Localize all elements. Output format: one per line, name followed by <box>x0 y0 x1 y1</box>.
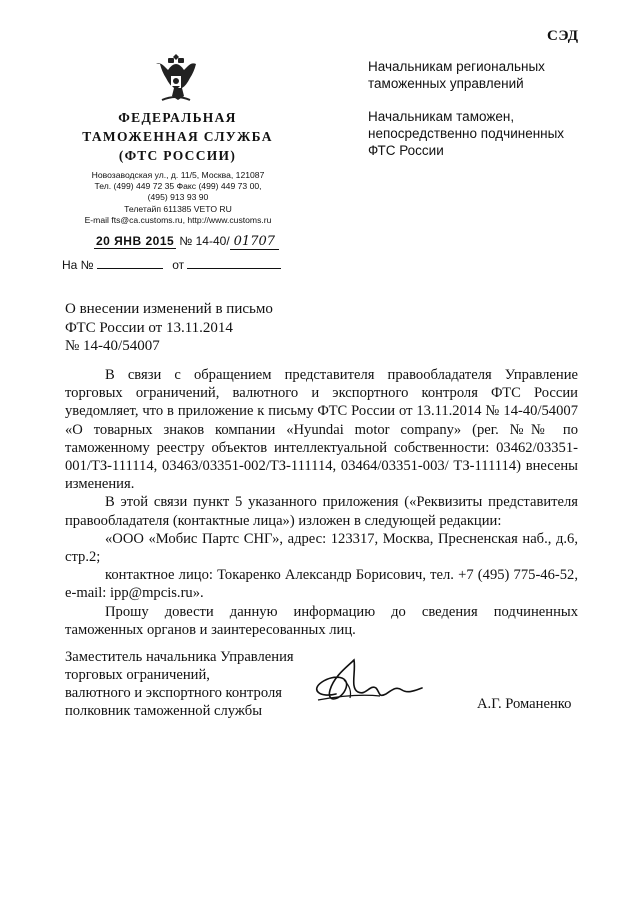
recipient-line: ФТС России <box>368 143 444 158</box>
recipients-block <box>368 58 608 175</box>
signer-title <box>65 648 325 720</box>
body-paragraph-4: контактное лицо: Токаренко Александр Борисович, тел. +7 (495) 775-46-52, e-mail: ipp@mpcis.ru». <box>65 567 578 602</box>
signer-title-line: полковник таможенной службы <box>65 703 263 719</box>
signer-title-line: торговых ограничений, <box>65 667 210 683</box>
phone-line: Тел. (499) 449 72 35 Факс (499) 449 73 00, <box>94 181 262 192</box>
org-name-line3: (ФТС РОССИИ) <box>118 148 237 163</box>
recipient-line: непосредственно подчиненных <box>368 126 565 141</box>
recipient-line: таможенных управлений <box>368 76 524 91</box>
org-name-line2: ТАМОЖЕННАЯ СЛУЖБА <box>82 129 273 144</box>
phone-line-2: (495) 913 93 90 <box>147 192 209 203</box>
letter-body <box>65 366 578 639</box>
body-paragraph-3: «ООО «Мобис Партс СНГ», адрес: 123317, Москва, Пресненская наб., д.6, стр.2; <box>65 530 578 566</box>
registration-row <box>94 233 279 249</box>
body-paragraph-5: Прошу довести данную информацию до сведения подчиненных таможенных органов и заинтересованных лиц. <box>65 603 578 638</box>
recipient-group-2 <box>368 108 608 159</box>
address-line: Новозаводская ул., д. 11/5, Москва, 121087 <box>91 170 265 180</box>
registration-date: 20 ЯНВ 2015 <box>96 234 175 248</box>
org-name-line1: ФЕДЕРАЛЬНАЯ <box>118 110 237 125</box>
signer-name: А.Г. Романенко <box>477 696 572 712</box>
reference-date-blank <box>187 258 281 269</box>
recipient-line: Начальникам таможен, <box>368 109 515 124</box>
email-line: E-mail fts@ca.customs.ru, http://www.customs.ru <box>84 214 272 225</box>
registration-number-prefix: № 14-40/ <box>179 234 230 248</box>
organization-name <box>70 108 285 165</box>
body-paragraph-2: В этой связи пункт 5 указанного приложения («Реквизиты представителя правообладателя (контактные лица») изложен в следующей редакции: <box>65 494 578 529</box>
reference-date-label: от <box>172 258 185 272</box>
registration-number-handwritten: 01707 <box>230 234 279 250</box>
subject-line: ФТС России от 13.11.2014 <box>65 319 233 336</box>
organization-contacts <box>68 170 288 226</box>
subject-line: О внесении изменений в письмо <box>65 301 273 317</box>
coat-of-arms-emblem <box>152 48 200 106</box>
subject-line: № 14-40/54007 <box>65 338 160 354</box>
reference-number-blank <box>97 258 163 269</box>
handwritten-signature <box>300 654 430 718</box>
teletype-line: Телетайп 611385 VETO RU <box>124 203 232 214</box>
reference-number-label: На № <box>62 258 94 272</box>
reference-row <box>62 258 281 272</box>
recipient-group-1 <box>368 58 608 92</box>
signer-title-line: Заместитель начальника Управления <box>65 649 294 665</box>
document-mark: СЭД <box>547 28 579 44</box>
recipient-line: Начальникам региональных <box>368 59 545 74</box>
signer-title-line: валютного и экспортного контроля <box>65 685 282 701</box>
letter-subject <box>65 300 305 356</box>
body-paragraph-1: В связи с обращением представителя правообладателя Управление торговых ограничений, валютного и экспортного контроля ФТС России уведомляет, что в приложение к письму ФТС России от 13.11.2014 № 14-40/54007 «О товарных знаков компании «Hyundai motor company» (рег. №№ по таможенному реестру объектов интеллектуальной собственности: 03462/03351-001/ТЗ-111114, 03463/03351-002/ТЗ-111114, 03464/03351-003/ ТЗ-111114) внесены изменения. <box>65 367 578 493</box>
